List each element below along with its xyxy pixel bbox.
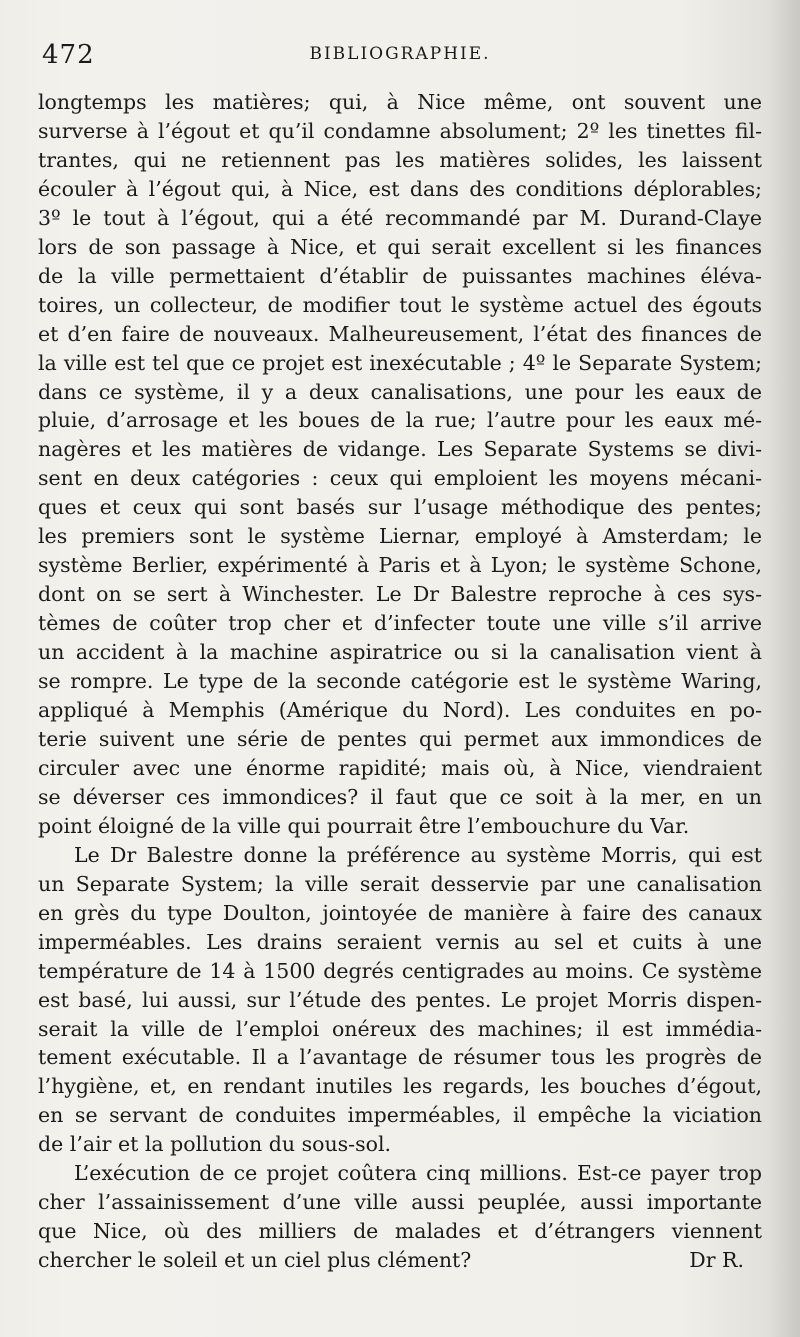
text-line: se déverser ces immondices? il faut que ce soit à la mer, en un — [38, 784, 762, 809]
text-line: Le Dr Balestre donne la préférence au système Morris, qui est — [74, 842, 762, 867]
text-line: terie suivent une série de pentes qui permet aux immondices de — [38, 726, 762, 751]
paragraph-2 — [38, 841, 762, 1159]
closing-line — [38, 1246, 762, 1275]
paragraph-1 — [38, 88, 762, 841]
text-line: écouler à l’égout qui, à Nice, est dans des conditions déplorables; — [38, 176, 762, 201]
text-line: dont on se sert à Winchester. Le Dr Balestre reproche à ces sys- — [38, 582, 762, 607]
text-line: serait la ville de l’emploi onéreux des machines; il est immédia- — [38, 1016, 762, 1041]
text-line: et d’en faire de nouveaux. Malheureusement, l’état des finances de — [38, 321, 762, 346]
text-line: L’exécution de ce projet coûtera cinq millions. Est-ce payer trop — [74, 1161, 762, 1186]
text-line: tement exécutable. Il a l’avantage de résumer tous les progrès de — [38, 1045, 762, 1070]
text-line: lors de son passage à Nice, et qui serait excellent si les finances — [38, 234, 762, 259]
page-number: 472 — [42, 40, 95, 70]
text-line: de l’air et la pollution du sous-sol. — [38, 1132, 392, 1157]
text-line: point éloigné de la ville qui pourrait être l’embouchure du Var. — [38, 813, 690, 838]
text-line: chercher le soleil et un ciel plus clément? — [38, 1248, 472, 1273]
text-line: surverse à l’égout et qu’il condamne absolument; 2º les tinettes fil- — [38, 118, 762, 143]
text-line: trantes, qui ne retiennent pas les matières solides, les laissent — [38, 147, 762, 172]
paragraph-3 — [38, 1159, 762, 1275]
text-line: de la ville permettaient d’établir de puissantes machines éléva- — [38, 263, 762, 288]
text-line: est basé, lui aussi, sur l’étude des pentes. Le projet Morris dispen- — [38, 987, 762, 1012]
text-line: toires, un collecteur, de modifier tout le système actuel des égouts — [38, 292, 762, 317]
text-line: 3º le tout à l’égout, qui a été recommandé par M. Durand-Claye — [38, 205, 762, 230]
text-line: circuler avec une énorme rapidité; mais où, à Nice, viendraient — [38, 755, 762, 780]
text-line: cher l’assainissement d’une ville aussi peuplée, aussi importante — [38, 1190, 762, 1215]
text-line: un Separate System; la ville serait desservie par une canalisation — [38, 871, 762, 896]
text-line: longtemps les matières; qui, à Nice même, ont souvent une — [38, 90, 762, 114]
text-line: les premiers sont le système Liernar, employé à Amsterdam; le — [38, 524, 762, 549]
text-line: que Nice, où des milliers de malades et d’étrangers viennent — [38, 1219, 762, 1244]
text-line: dans ce système, il y a deux canalisations, une pour les eaux de — [38, 379, 762, 404]
text-line: nagères et les matières de vidange. Les Separate Systems se divi- — [38, 437, 762, 462]
text-line: ques et ceux qui sont basés sur l’usage méthodique des pentes; — [38, 495, 762, 520]
text-line: système Berlier, expérimenté à Paris et à Lyon; le système Schone, — [38, 553, 762, 578]
text-line: température de 14 à 1500 degrés centigrades au moins. Ce système — [38, 958, 762, 983]
text-line: se rompre. Le type de la seconde catégorie est le système Waring, — [38, 669, 762, 694]
text-line: en se servant de conduites imperméables, il empêche la viciation — [38, 1103, 762, 1128]
text-line: sent en deux catégories : ceux qui emploient les moyens mécani- — [38, 466, 762, 491]
text-line: en grès du type Doulton, jointoyée de manière à faire des canaux — [38, 900, 762, 925]
text-line: l’hygiène, et, en rendant inutiles les regards, les bouches d’égout, — [38, 1074, 762, 1099]
signature: Dr R. — [689, 1248, 744, 1273]
text-line: appliqué à Memphis (Amérique du Nord). Les conduites en po- — [38, 698, 762, 723]
text-line: tèmes de coûter trop cher et d’infecter toute une ville s’il arrive — [38, 611, 762, 636]
text-line: un accident à la machine aspiratrice ou si la canalisation vient à — [38, 640, 762, 665]
page-header — [38, 36, 762, 88]
text-line: pluie, d’arrosage et les boues de la rue; l’autre pour les eaux mé- — [38, 408, 762, 433]
text-line: imperméables. Les drains seraient vernis au sel et cuits à une — [38, 929, 762, 954]
text-line: la ville est tel que ce projet est inexécutable ; 4º le Separate System; — [38, 350, 762, 375]
running-head: BIBLIOGRAPHIE. — [309, 44, 491, 64]
